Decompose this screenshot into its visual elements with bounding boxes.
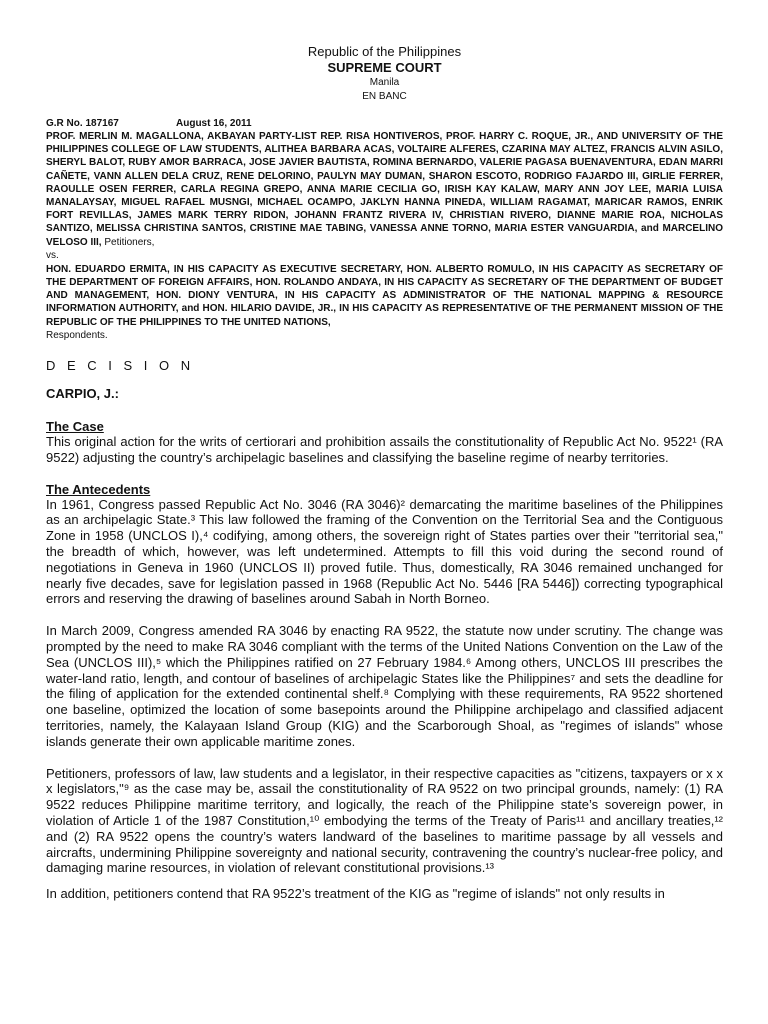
case-meta: [46, 117, 723, 130]
court-header: [46, 44, 723, 104]
decision-date: August 16, 2011: [176, 118, 252, 129]
respondents-role: Respondents.: [46, 329, 108, 341]
petitioners-names: PROF. MERLIN M. MAGALLONA, AKBAYAN PARTY-LIST REP. RISA HONTIVEROS, PROF. HARRY C. ROQUE, JR., AND UNIVERSITY OF THE PHILIPPINES COLLEGE OF LAW STUDENTS, ALITHEA BARBARA ACAS, VOLTAIRE ALFERES, CZARINA MAY ALTEZ, FRANCIS ALVIN ASILO, SHERYL BALOT, RUBY AMOR BARRACA, JOSE JAVIER BAUTISTA, ROMINA BERNARDO, VALERIE PAGASA BUENAVENTURA, EDAN MARRI CAÑETE, VANN ALLEN DELA CRUZ, RENE DELORINO, PAULYN MAY DUMAN, SHARON ESCOTO, RODRIGO FAJARDO III, GIRLIE FERRER, RAOULLE OSEN FERRER, CARLA REGINA GREPO, ANNA MARIE CECILIA GO, IRISH KAY KALAW, MARY ANN JOY LEE, MARIA LUISA MANALAYSAY, MIGUEL RAFAEL MUSNGI, MICHAEL OCAMPO, JAKLYN HANNA PINEDA, WILLIAM RAGAMAT, MARICAR RAMOS, ENRIK FORT REVILLAS, JAMES MARK TERRY RIDON, JOHANN FRANTZ RIVERA IV, CHRISTIAN RIVERO, DIANNE MARIE ROA, NICHOLAS SANTIZO, MELISSA CHRISTINA SANTOS, CRISTINE MAE TABING, VANESSA ANNE TORNO, MARIA ESTER VANGUARDIA, and MARCELINO VELOSO III,: [46, 131, 723, 248]
antecedents-paragraph-4: In addition, petitioners contend that RA 9522’s treatment of the KIG as "regime of islands" not only results in: [46, 886, 665, 902]
respondents-block: [46, 263, 723, 342]
case-paragraph: This original action for the writs of certiorari and prohibition assails the constitutionality of Republic Act No. 9522¹ (RA 9522) adjusting the country’s archipelagic baselines and classifying the baseline regime of nearby territories.: [46, 434, 723, 465]
ponente: CARPIO, J.:: [46, 386, 119, 402]
court-name: SUPREME COURT: [327, 60, 442, 75]
section-title-antecedents: The Antecedents: [46, 481, 151, 497]
republic-heading: Republic of the Philippines: [307, 44, 462, 59]
decision-document: [46, 44, 723, 902]
antecedents-paragraph-1: In 1961, Congress passed Republic Act No. 3046 (RA 3046)² demarcating the maritime baselines of the Philippines as an archipelagic State.³ This law followed the framing of the Convention on the Territorial Sea and the Contiguous Zone in 1958 (UNCLOS I),⁴ codifying, among others, the sovereign right of States parties over their "territorial sea," the breadth of which, however, was left undetermined. Attempts to fill this void during the second round of negotiations in Geneva in 1960 (UNCLOS II) proved futile. Thus, domestically, RA 3046 remained unchanged for nearly five decades, save for legislation passed in 1968 (Republic Act No. 5446 [RA 5446]) correcting typographical errors and reserving the drawing of baselines around Sabah in North Borneo.: [46, 496, 723, 607]
versus-label: vs.: [46, 249, 59, 261]
court-city: Manila: [369, 77, 400, 88]
section-title-case: The Case: [46, 419, 104, 435]
respondents-names: HON. EDUARDO ERMITA, IN HIS CAPACITY AS EXECUTIVE SECRETARY, HON. ALBERTO ROMULO, IN HIS CAPACITY AS SECRETARY OF THE DEPARTMENT OF FOREIGN AFFAIRS, HON. ROLANDO ANDAYA, IN HIS CAPACITY AS SECRETARY OF THE DEPARTMENT OF BUDGET AND MANAGEMENT, HON. DIONY VENTURA, IN HIS CAPACITY AS ADMINISTRATOR OF THE NATIONAL MAPPING & RESOURCE INFORMATION AUTHORITY, and HON. HILARIO DAVIDE, JR., IN HIS CAPACITY AS REPRESENTATIVE OF THE PERMANENT MISSION OF THE REPUBLIC OF THE PHILIPPINES TO THE UNITED NATIONS,: [46, 263, 723, 328]
petitioners-role: Petitioners,: [104, 236, 155, 248]
decision-heading: D E C I S I O N: [46, 358, 195, 374]
petitioners-block: [46, 130, 723, 249]
antecedents-paragraph-2: In March 2009, Congress amended RA 3046 by enacting RA 9522, the statute now under scrutiny. The change was prompted by the need to make RA 3046 compliant with the terms of the United Nations Convention on the Law of the Sea (UNCLOS III),⁵ which the Philippines ratified on 27 February 1984.⁶ Among others, UNCLOS III prescribes the water-land ratio, length, and contour of baselines of archipelagic States like the Philippines⁷ and sets the deadline for the filing of application for the extended continental shelf.⁸ Complying with these requirements, RA 9522 shortened one baseline, optimized the location of some basepoints around the Philippine archipelago and classified adjacent territories, namely, the Kalayaan Island Group (KIG) and the Scarborough Shoal, as "regimes of islands" whose islands generate their own applicable maritime zones.: [46, 623, 723, 749]
antecedents-paragraph-3: Petitioners, professors of law, law students and a legislator, in their respective capacities as "citizens, taxpayers or x x x legislators,"⁹ as the case may be, assail the constitutionality of RA 9522 on two principal grounds, namely: (1) RA 9522 reduces Philippine maritime territory, and logically, the reach of the Philippine state’s sovereign power, in violation of Article 1 of the 1987 Constitution,¹⁰ embodying the terms of the Treaty of Paris¹¹ and ancillary treaties,¹² and (2) RA 9522 opens the country’s waters landward of the baselines to maritime passage by all vessels and aircrafts, undermining Philippine sovereignty and national security, contravening the country’s nuclear-free policy, and damaging marine resources, in violation of relevant constitutional provisions.¹³: [46, 765, 723, 876]
court-division: EN BANC: [362, 91, 407, 102]
gr-number: G.R No. 187167: [46, 118, 119, 129]
